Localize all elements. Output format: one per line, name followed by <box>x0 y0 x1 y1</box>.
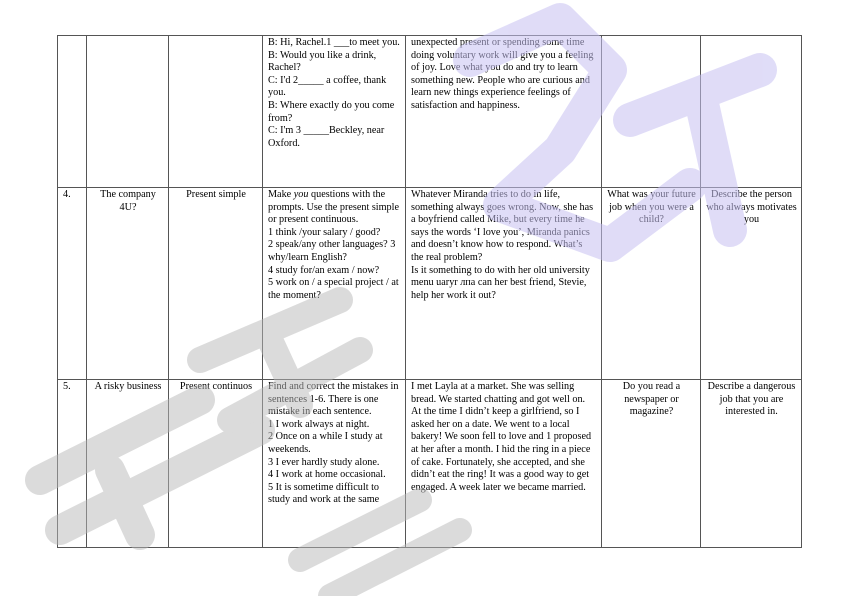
task-line: 1 I work always at night. <box>268 418 370 430</box>
task-line: 5 work on / a special project / at the moment? <box>268 277 399 301</box>
task-cell <box>263 380 406 548</box>
question-cell <box>602 188 701 380</box>
table-row <box>58 36 802 188</box>
table-row <box>58 380 802 548</box>
task-line: B: Hi, Rachel.1 ___to meet you. <box>268 37 400 48</box>
reading-text: unexpected present or spending some time doing voluntary work will give you a feeling of joy. Love what you do and try to learn something new. People who are curious and learn new things experience feelings of satisfaction and happiness. <box>411 37 594 111</box>
grammar-cell <box>169 380 263 548</box>
reading-text-cell <box>406 188 602 380</box>
task-line: 5 It is sometime difficult to study and work at the same <box>268 481 380 506</box>
grammar-cell <box>169 188 263 380</box>
reading-text: I met Layla at a market. She was selling bread. We started chatting and got well on. At the time I didn’t keep a girlfriend, so I asked her on a date. We went to a local bakery! We soon fell to love and 1 proposed at her after a month. I hid the ring in a piece of cake. Fortunately, she accepted, and she didn’t eat the ring! It was a good way to get engaged. A week later we became married. <box>411 381 592 493</box>
row-number-cell <box>58 36 87 188</box>
task-line: B: Where exactly do you come from? <box>268 99 395 124</box>
discussion-question: What was your future job when you were a child? <box>607 189 696 226</box>
speaking-cell <box>701 36 802 188</box>
task-instructions: Make you questions with the prompts. Use the present simple or present continuous. <box>268 189 399 226</box>
task-cell <box>263 188 406 380</box>
topic-cell <box>87 188 169 380</box>
topic-cell <box>87 380 169 548</box>
reading-text: Whatever Miranda tries to do in life, something always goes wrong. Now, she has a boyfriend called Mike, but every time he says the words ‘I love you’, Miranda panics and doesn’t know how to respond. What’s the real problem? <box>411 189 594 263</box>
grammar-text: Present continuos <box>179 381 253 392</box>
table-row <box>58 188 802 380</box>
row-number-cell: 4. <box>58 188 87 380</box>
task-cell <box>263 36 406 188</box>
task-line: B: Would you like a drink, Rachel? <box>268 49 377 74</box>
reading-text-continued: Is it something to do with her old university menu uaryr лпа can her best friend, Stevie, help her work it out? <box>411 264 590 301</box>
grammar-text: Present simple <box>186 189 246 200</box>
topic-text: The company 4U? <box>100 189 156 213</box>
task-line: 2 speak/any other languages? 3 why/learn English? <box>268 239 396 263</box>
speaking-cell <box>701 380 802 548</box>
task-instructions: Find and correct the mistakes in sentences 1-6. There is one mistake in each sentence. <box>268 381 399 418</box>
task-line: 2 Once on a while I study at weekends. <box>268 431 383 455</box>
row-number-cell: 5. <box>58 380 87 548</box>
speaking-task: Describe the person who always motivates you <box>706 189 797 226</box>
lesson-plan-table <box>57 35 802 548</box>
discussion-question: Do you read a newspaper or magazine? <box>622 381 681 418</box>
speaking-task: Describe a dangerous job that you are interested in. <box>707 381 796 418</box>
task-line: C: I'm 3 _____Beckley, near Oxford. <box>268 125 385 149</box>
task-line: 3 I ever hardly study alone. <box>268 456 380 468</box>
grammar-cell <box>169 36 263 188</box>
question-cell <box>602 380 701 548</box>
task-line: 4 study for/an exam / now? <box>268 264 380 276</box>
topic-text: A risky business <box>94 381 162 392</box>
question-cell <box>602 36 701 188</box>
task-line: 4 I work at home occasional. <box>268 469 386 481</box>
topic-cell <box>87 36 169 188</box>
task-line: C: I'd 2_____ a coffee, thank you. <box>268 74 387 99</box>
reading-text-cell <box>406 380 602 548</box>
reading-text-cell <box>406 36 602 188</box>
task-line: 1 think /your salary / good? <box>268 226 381 238</box>
speaking-cell <box>701 188 802 380</box>
